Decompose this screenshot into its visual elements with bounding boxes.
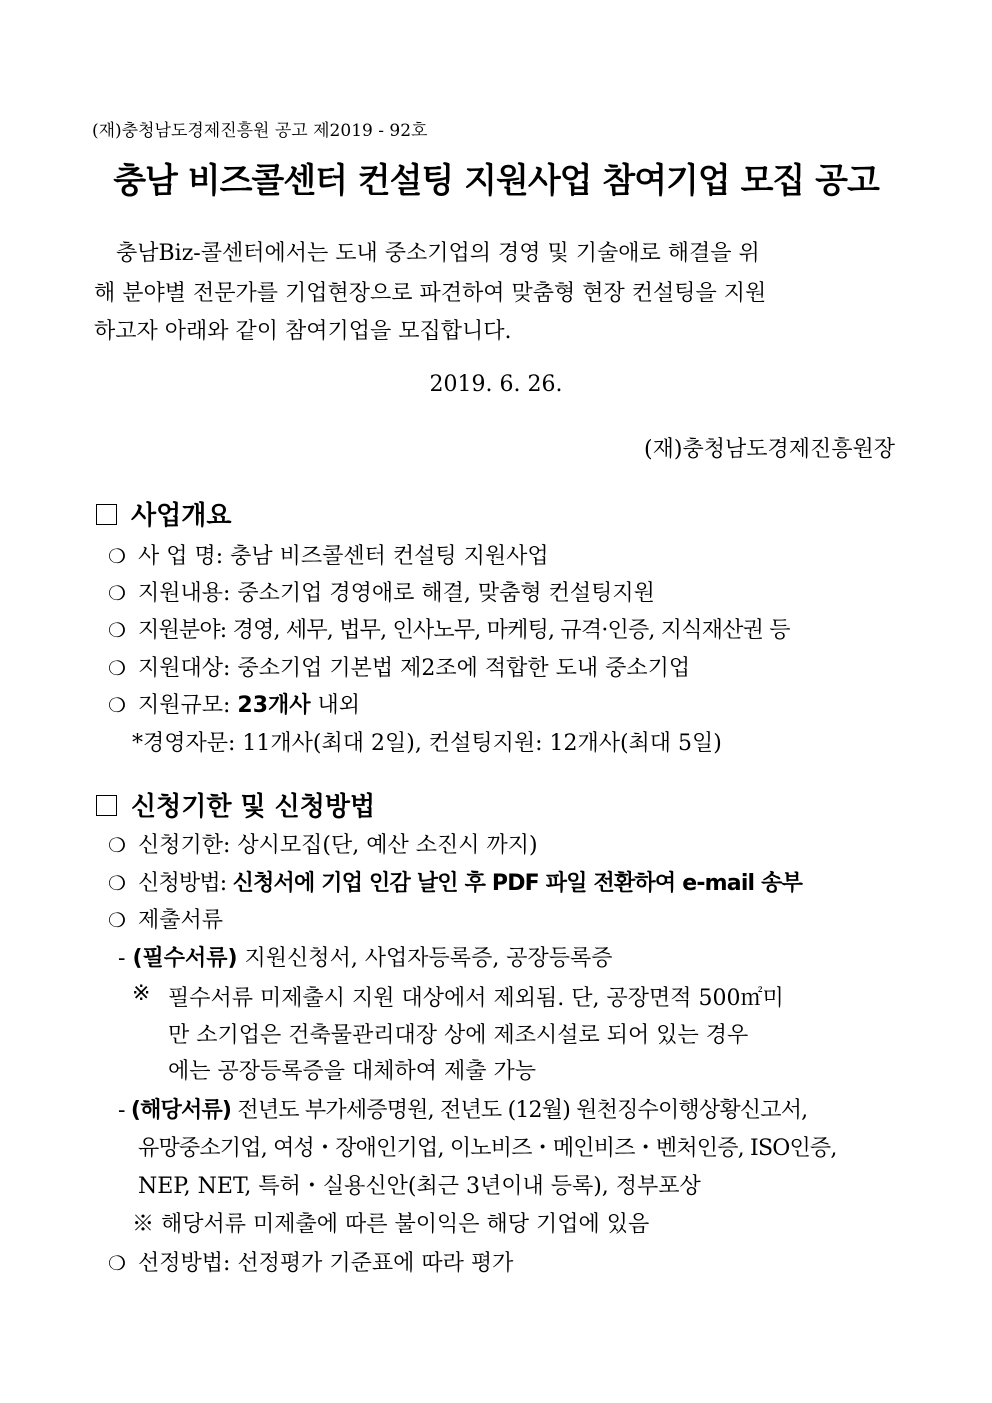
- circle-bullet-icon: ❍: [108, 581, 126, 605]
- section-heading-overview: [96, 495, 231, 532]
- notice-number: (재)충청남도경제진흥원 공고 제2019 - 92호: [92, 121, 428, 141]
- list-item: [108, 576, 655, 607]
- list-item: [108, 539, 549, 570]
- list-item-text: 신청기한: 상시모집(단, 예산 소진시 까지): [138, 833, 538, 858]
- relevant-docs-line: 유망중소기업, 여성・장애인기업, 이노비즈・메인비즈・벤처인증, ISO인증,: [138, 1136, 837, 1161]
- intro-line: 하고자 아래와 같이 참여기업을 모집합니다.: [94, 319, 512, 344]
- required-note-line: 에는 공장등록증을 대체하여 제출 가능: [168, 1059, 537, 1084]
- relevant-docs: [118, 1093, 807, 1124]
- list-item: [108, 1246, 513, 1277]
- relevant-note: ※ 해당서류 미제출에 따른 불이익은 해당 기업에 있음: [132, 1212, 650, 1237]
- circle-bullet-icon: ❍: [108, 908, 126, 932]
- required-note-line: 필수서류 미제출시 지원 대상에서 제외됨. 단, 공장면적 500㎡미: [168, 986, 784, 1011]
- section-heading-application: [96, 786, 375, 823]
- circle-bullet-icon: ❍: [108, 618, 126, 642]
- scale-note: *경영자문: 11개사(최대 2일), 컨설팅지원: 12개사(최대 5일): [132, 731, 722, 756]
- list-item-text: 지원규모:: [138, 693, 238, 718]
- circle-bullet-icon: ❍: [108, 544, 126, 568]
- list-item-text: 신청방법:: [138, 871, 233, 896]
- list-item: [108, 903, 223, 934]
- required-note-line: 만 소기업은 건축물관리대장 상에 제조시설로 되어 있는 경우: [168, 1023, 749, 1048]
- section-heading-label: 신청기한 및 신청방법: [131, 792, 376, 822]
- required-note-mark: ※: [132, 981, 151, 1006]
- circle-bullet-icon: ❍: [108, 833, 126, 857]
- issuer-name: (재)충청남도경제진흥원장: [644, 437, 895, 462]
- list-item-text: 지원대상: 중소기업 기본법 제2조에 적합한 도내 중소기업: [138, 656, 691, 681]
- list-item-text: 제출서류: [138, 908, 224, 933]
- required-docs-text: 지원신청서, 사업자등록증, 공장등록증: [237, 946, 613, 971]
- list-item: [108, 688, 360, 719]
- list-item-text: 사 업 명: 충남 비즈콜센터 컨설팅 지원사업: [138, 544, 549, 569]
- relevant-docs-line: NEP, NET, 특허・실용신안(최근 3년이내 등록), 정부포상: [138, 1174, 701, 1199]
- checkbox-square-icon: [96, 795, 117, 816]
- relevant-docs-label: (해당서류): [130, 1098, 232, 1123]
- relevant-docs-text: 전년도 부가세증명원, 전년도 (12월) 원천징수이행상황신고서,: [231, 1098, 808, 1123]
- required-docs: [118, 941, 613, 972]
- circle-bullet-icon: ❍: [108, 1251, 126, 1275]
- section-heading-label: 사업개요: [131, 501, 232, 531]
- circle-bullet-icon: ❍: [108, 871, 126, 895]
- list-item: [108, 613, 790, 644]
- list-item-text: 내외: [310, 693, 361, 718]
- dash-marker: -: [118, 1098, 125, 1123]
- list-item-text: 선정방법: 선정평가 기준표에 따라 평가: [138, 1251, 514, 1276]
- method-value: 신청서에 기업 인감 날인 후 PDF 파일 전환하여 e-mail 송부: [232, 871, 803, 896]
- list-item-text: 지원내용: 중소기업 경영애로 해결, 맞춤형 컨설팅지원: [138, 581, 655, 606]
- intro-line: 충남Biz-콜센터에서는 도내 중소기업의 경영 및 기술애로 해결을 위: [116, 241, 760, 266]
- page-title: 충남 비즈콜센터 컨설팅 지원사업 참여기업 모집 공고: [113, 161, 879, 201]
- intro-line: 해 분야별 전문가를 기업현장으로 파견하여 맞춤형 현장 컨설팅을 지원: [94, 281, 767, 306]
- announcement-date: 2019. 6. 26.: [429, 372, 563, 397]
- required-docs-label: (필수서류): [132, 946, 238, 971]
- circle-bullet-icon: ❍: [108, 656, 126, 680]
- list-item-text: 지원분야: 경영, 세무, 법무, 인사노무, 마케팅, 규격·인증, 지식재산권 등: [138, 618, 790, 643]
- checkbox-square-icon: [96, 504, 117, 525]
- list-item: [108, 651, 690, 682]
- circle-bullet-icon: ❍: [108, 693, 126, 717]
- list-item: [108, 866, 802, 897]
- scale-value: 23개사: [237, 693, 311, 718]
- dash-marker: -: [118, 946, 126, 971]
- list-item: [108, 828, 538, 859]
